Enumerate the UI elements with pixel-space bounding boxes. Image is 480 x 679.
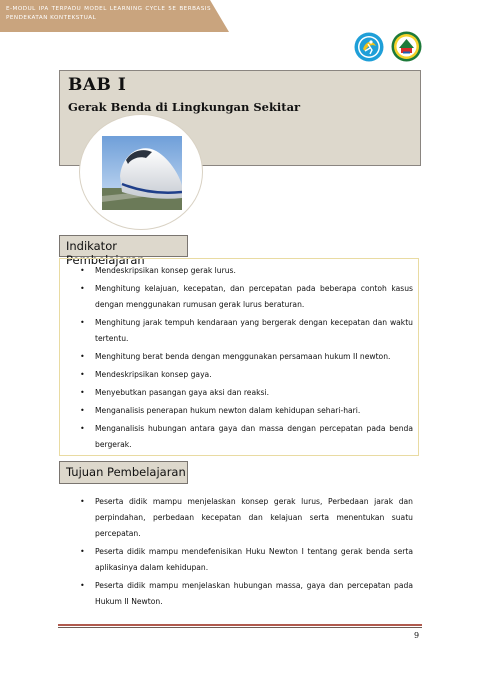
chapter-title: Gerak Benda di Lingkungan Sekitar: [68, 100, 301, 114]
list-item: • Peserta didik mampu menjelaskan konsep gerak lurus, Perbedaan jarak dan perpindahan, perbedaan kecepatan dan kelajuan serta menentukan suatu percepatan.: [95, 494, 413, 542]
chapter-number: BAB I: [68, 75, 127, 95]
list-item: • Menghitung kelajuan, kecepatan, dan percepatan pada beberapa contoh kasus dengan menggunakan rumusan gerak lurus beraturan.: [95, 281, 413, 313]
train-photo-frame: [79, 114, 203, 230]
list-item: • Menghitung berat benda dengan menggunakan persamaan hukum II newton.: [95, 349, 413, 365]
page-number: 9: [414, 631, 420, 640]
footer-divider-thin: [58, 627, 422, 628]
tujuan-list: [95, 494, 413, 612]
list-item: • Menganalisis penerapan hukum newton dalam kehidupan sehari-hari.: [95, 403, 413, 419]
list-item: • Peserta didik mampu menjelaskan hubungan massa, gaya dan percepatan pada Hukum II Newton.: [95, 578, 413, 610]
list-item: • Menganalisis hubungan antara gaya dan massa dengan percepatan pada benda bergerak.: [95, 421, 413, 453]
indikator-list: [95, 263, 413, 455]
list-item: • Mendeskripsikan konsep gerak lurus.: [95, 263, 413, 279]
unp-logo: [391, 31, 422, 62]
list-item: • Mendeskripsikan konsep gaya.: [95, 367, 413, 383]
header-text: E-MODUL IPA TERPADU MODEL LEARNING CYCLE 5E BERBASIS PENDEKATAN KONTEKSTUAL: [6, 6, 211, 21]
list-item: • Peserta didik mampu mendefenisikan Huku Newton I tentang gerak benda serta aplikasinya dalam kehidupan.: [95, 544, 413, 576]
list-item: • Menghitung jarak tempuh kendaraan yang bergerak dengan kecepatan dan waktu tertentu.: [95, 315, 413, 347]
indikator-heading: Indikator Pembelajaran: [59, 235, 188, 257]
footer-divider: [58, 624, 422, 626]
bullet-train-image: [102, 136, 182, 210]
tujuan-heading: Tujuan Pembelajaran: [59, 461, 188, 484]
tut-wuri-handayani-logo: [354, 32, 384, 62]
list-item: • Menyebutkan pasangan gaya aksi dan reaksi.: [95, 385, 413, 401]
header-band: [0, 0, 229, 32]
